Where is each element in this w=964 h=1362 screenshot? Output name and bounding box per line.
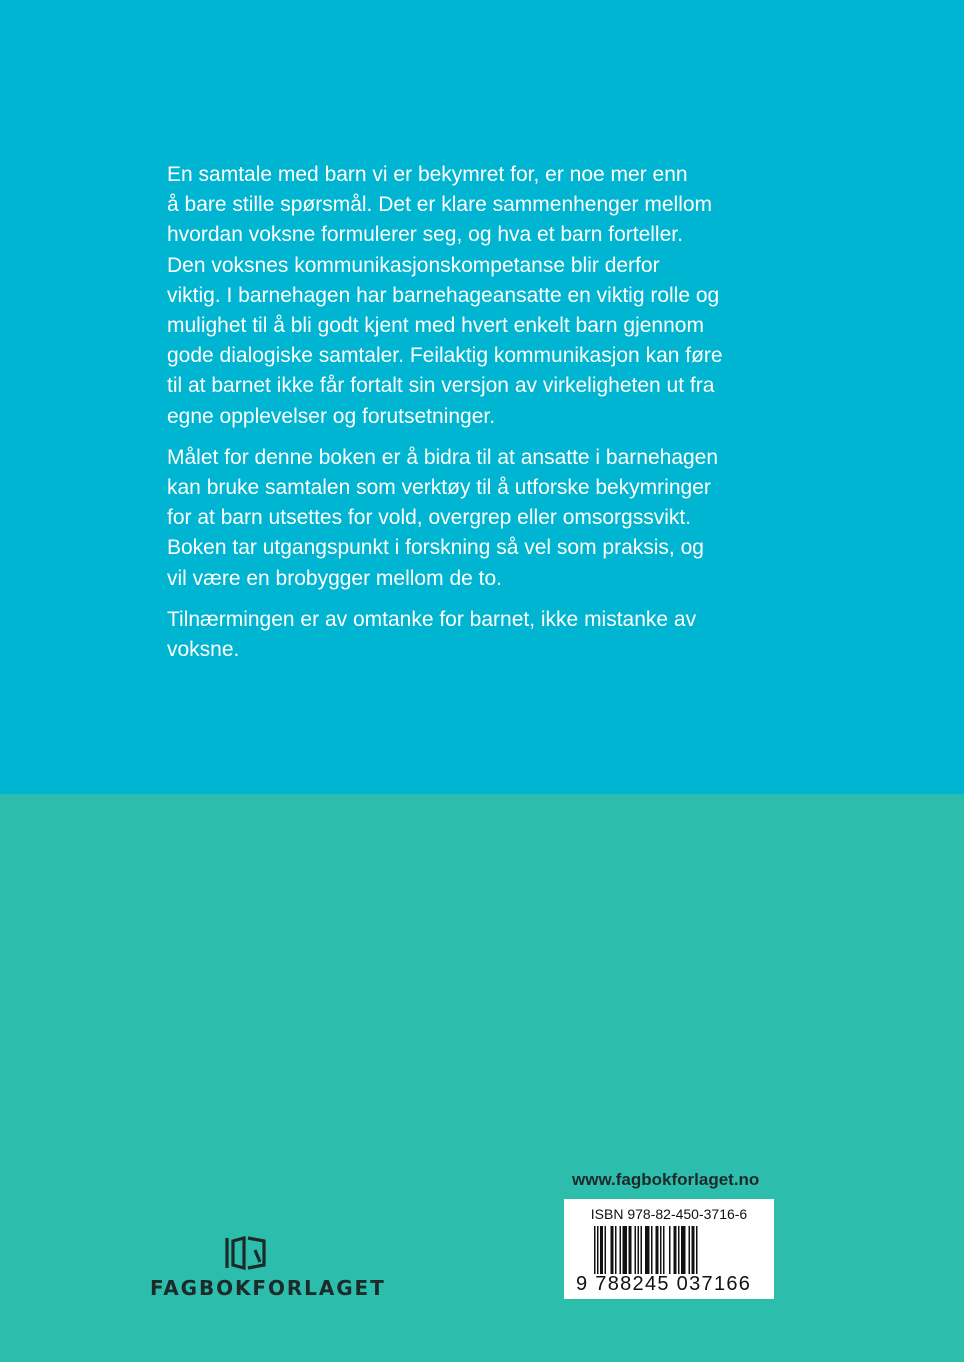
blurb-line: egne opplevelser og forutsetninger. xyxy=(167,404,496,428)
blurb-line: vil være en brobygger mellom de to. xyxy=(167,566,502,590)
isbn-barcode xyxy=(564,1199,774,1299)
blurb-paragraph-1 xyxy=(167,160,807,432)
blurb-line: kan bruke samtalen som verktøy til å utforske bekymringer xyxy=(167,476,711,500)
blurb-paragraph-3 xyxy=(167,605,807,665)
barcode-bar xyxy=(600,1226,603,1274)
book-logo-icon xyxy=(224,1236,268,1270)
publisher-website[interactable]: www.fagbokforlaget.no xyxy=(572,1170,760,1189)
barcode-bar xyxy=(689,1226,691,1274)
barcode-bar xyxy=(674,1226,677,1274)
barcode-bar xyxy=(629,1226,632,1274)
blurb-line: viktig. I barnehagen har barnehageansatte en viktig rolle og xyxy=(167,283,720,307)
barcode-bar xyxy=(669,1226,671,1274)
blurb-line: Boken tar utgangspunkt i forskning så vel som praksis, og xyxy=(167,536,704,560)
blurb-line: Målet for denne boken er å bidra til at ansatte i barnehagen xyxy=(167,445,719,469)
isbn-label: ISBN 978-82-450-3716-6 xyxy=(590,1206,748,1222)
barcode-bar xyxy=(605,1226,607,1274)
blurb-line: mulighet til å bli godt kjent med hvert enkelt barn gjennom xyxy=(167,314,704,338)
barcode-bar xyxy=(615,1226,617,1274)
blurb-line: En samtale med barn vi er bekymret for, er noe mer enn xyxy=(167,163,688,186)
barcode-bar xyxy=(696,1226,698,1274)
publisher-name: FAGBOKFORLAGET xyxy=(150,1276,386,1300)
blurb-line: til at barnet ikke får fortalt sin versjon av virkeligheten ut fra xyxy=(167,374,715,398)
barcode-bar xyxy=(660,1226,662,1274)
barcode-bar xyxy=(663,1226,665,1274)
barcode-bar xyxy=(645,1226,650,1274)
barcode-bar xyxy=(594,1226,596,1274)
barcode-bar xyxy=(611,1226,614,1274)
barcode-bar xyxy=(651,1226,653,1274)
barcode-bar xyxy=(597,1226,599,1274)
barcode-bar xyxy=(638,1226,640,1274)
barcode-bar xyxy=(692,1226,695,1274)
barcode-bar xyxy=(620,1226,622,1274)
blurb-paragraph-2 xyxy=(167,443,807,594)
barcode-bar xyxy=(678,1226,680,1274)
barcode-bar xyxy=(681,1226,686,1274)
publisher-logo xyxy=(150,1232,386,1304)
blurb-line: å bare stille spørsmål. Det er klare sammenhenger mellom xyxy=(167,193,713,217)
bottom-color-panel xyxy=(0,794,964,1362)
blurb-line: hvordan voksne formulerer seg, og hva et barn forteller. xyxy=(167,223,683,247)
back-cover-blurb xyxy=(167,160,807,676)
barcode-bar xyxy=(641,1226,643,1274)
blurb-line: Den voksnes kommunikasjonskompetanse blir derfor xyxy=(167,253,660,277)
barcode-bars xyxy=(594,1226,744,1274)
blurb-line: Tilnærmingen er av omtanke for barnet, ikke mistanke av xyxy=(167,607,697,631)
blurb-line: voksne. xyxy=(167,638,240,662)
barcode-bar xyxy=(635,1226,637,1274)
barcode-bar xyxy=(656,1226,659,1274)
barcode-bar xyxy=(623,1226,628,1274)
blurb-line: gode dialogiske samtaler. Feilaktig kommunikasjon kan føre xyxy=(167,344,723,368)
barcode-digits: 9 788245 037166 xyxy=(576,1273,752,1295)
blurb-line: for at barn utsettes for vold, overgrep eller omsorgssvikt. xyxy=(167,506,692,530)
